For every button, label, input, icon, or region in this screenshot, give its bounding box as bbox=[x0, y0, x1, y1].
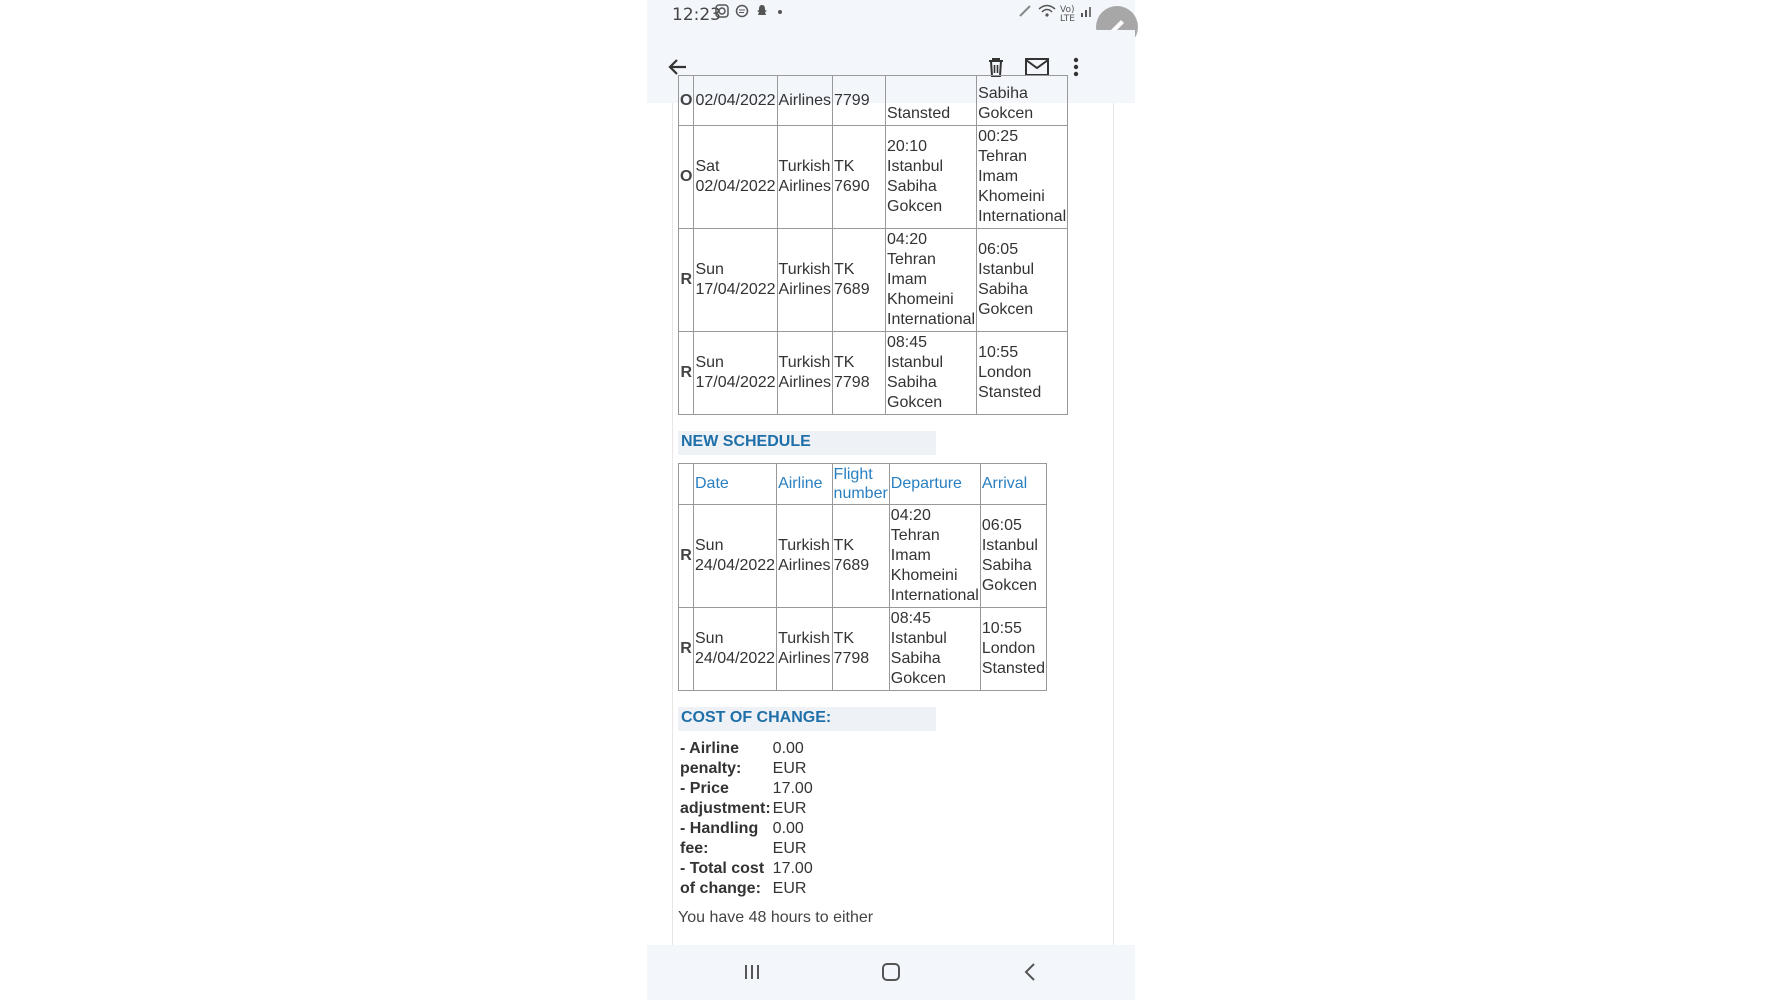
arrival-cell: 06:05 Istanbul Sabiha Gokcen bbox=[980, 505, 1046, 608]
nav-back-button[interactable] bbox=[1010, 957, 1050, 987]
departure-cell: 08:45 Istanbul Sabiha Gokcen bbox=[889, 608, 980, 691]
direction-cell: R bbox=[679, 332, 694, 415]
airline-cell: Turkish Airlines bbox=[777, 332, 832, 415]
direction-cell: O bbox=[679, 76, 694, 126]
system-nav-bar bbox=[647, 945, 1135, 1000]
departure-cell: Stansted bbox=[886, 76, 977, 126]
instagram-icon bbox=[715, 4, 729, 22]
old-schedule-table bbox=[678, 75, 1068, 415]
cost-table bbox=[679, 739, 824, 899]
flight-cell: TK 7798 bbox=[832, 608, 889, 691]
body-text: You have 48 hours to either bbox=[678, 909, 874, 926]
dot-icon bbox=[776, 4, 784, 22]
departure-cell: 08:45 Istanbul Sabiha Gokcen bbox=[886, 332, 977, 415]
table-header-row bbox=[679, 464, 1047, 505]
arrival-header: Arrival bbox=[980, 464, 1046, 505]
arrival-cell: 00:25 Tehran Imam Khomeini International bbox=[977, 126, 1068, 229]
cost-value: 0.00 EUR bbox=[772, 820, 807, 857]
airline-header: Airline bbox=[777, 464, 832, 505]
cost-label: - Total cost of change: bbox=[680, 860, 765, 897]
status-time: 12:23 bbox=[672, 5, 721, 25]
date-cell: 02/04/2022 bbox=[694, 76, 777, 126]
cost-row bbox=[679, 739, 824, 779]
date-cell: Sun 17/04/2022 bbox=[694, 332, 777, 415]
recents-button[interactable] bbox=[732, 957, 772, 987]
status-bar bbox=[647, 0, 1135, 30]
cost-row bbox=[679, 779, 824, 819]
phone-screen bbox=[647, 0, 1135, 1000]
date-cell: Sun 17/04/2022 bbox=[694, 229, 777, 332]
direction-cell: R bbox=[679, 229, 694, 332]
airline-cell: Airlines bbox=[777, 76, 832, 126]
departure-cell: 04:20 Tehran Imam Khomeini International bbox=[889, 505, 980, 608]
cost-value: 17.00 EUR bbox=[772, 860, 813, 897]
table-row bbox=[679, 126, 1068, 229]
departure-header: Departure bbox=[889, 464, 980, 505]
airline-cell: Turkish Airlines bbox=[777, 608, 832, 691]
message-icon bbox=[735, 4, 749, 22]
arrival-cell: Sabiha Gokcen bbox=[977, 76, 1068, 126]
wifi-icon bbox=[1038, 4, 1056, 22]
cost-of-change-heading: COST OF CHANGE: bbox=[678, 707, 936, 731]
cost-value: 0.00 EUR bbox=[772, 740, 807, 777]
email-body[interactable] bbox=[672, 85, 1114, 945]
date-cell: Sat 02/04/2022 bbox=[694, 126, 777, 229]
arrival-cell: 06:05 Istanbul Sabiha Gokcen bbox=[977, 229, 1068, 332]
departure-cell: 20:10 Istanbul Sabiha Gokcen bbox=[886, 126, 977, 229]
direction-header bbox=[679, 464, 694, 505]
cost-label: - Price adjustment: bbox=[680, 780, 771, 817]
table-row bbox=[679, 332, 1068, 415]
flight-cell: TK 7689 bbox=[832, 505, 889, 608]
flight-number-header: Flight number bbox=[832, 464, 889, 505]
airline-cell: Turkish Airlines bbox=[777, 126, 832, 229]
table-row bbox=[679, 608, 1047, 691]
airline-cell: Turkish Airlines bbox=[777, 229, 832, 332]
home-button[interactable] bbox=[871, 957, 911, 987]
table-row bbox=[679, 505, 1047, 608]
flight-cell: TK 7690 bbox=[833, 126, 886, 229]
table-row bbox=[679, 76, 1068, 126]
direction-cell: R bbox=[679, 505, 694, 608]
table-row bbox=[679, 229, 1068, 332]
flight-cell: 7799 bbox=[833, 76, 886, 126]
arrival-cell: 10:55 London Stansted bbox=[980, 608, 1046, 691]
direction-cell: R bbox=[679, 608, 694, 691]
cost-row bbox=[679, 859, 824, 899]
volte-icon: Vo) LTE bbox=[1060, 5, 1075, 24]
home-icon bbox=[880, 961, 902, 983]
date-cell: Sun 24/04/2022 bbox=[694, 505, 777, 608]
flight-cell: TK 7798 bbox=[833, 332, 886, 415]
arrival-cell: 10:55 London Stansted bbox=[977, 332, 1068, 415]
new-schedule-heading: NEW SCHEDULE bbox=[678, 431, 936, 455]
edit-status-icon bbox=[1018, 4, 1032, 22]
date-cell: Sun 24/04/2022 bbox=[694, 608, 777, 691]
snapchat-icon bbox=[755, 4, 769, 22]
signal-icon bbox=[1080, 4, 1094, 22]
cost-value: 17.00 EUR bbox=[772, 780, 813, 817]
flight-cell: TK 7689 bbox=[833, 229, 886, 332]
departure-cell: 04:20 Tehran Imam Khomeini International bbox=[886, 229, 977, 332]
chevron-left-icon bbox=[1023, 961, 1037, 983]
new-schedule-table bbox=[678, 463, 1047, 691]
airline-cell: Turkish Airlines bbox=[777, 505, 832, 608]
cost-row bbox=[679, 819, 824, 859]
cost-label: - Airline penalty: bbox=[680, 740, 742, 777]
date-header: Date bbox=[694, 464, 777, 505]
cost-label: - Handling fee: bbox=[680, 820, 759, 857]
direction-cell: O bbox=[679, 126, 694, 229]
recents-icon bbox=[742, 963, 762, 981]
